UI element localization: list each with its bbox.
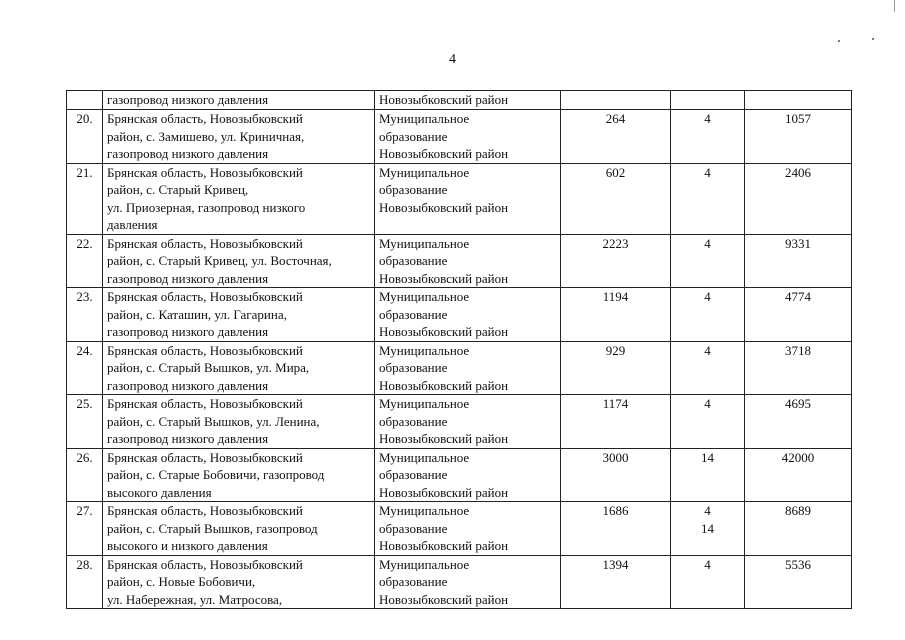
table-row <box>67 555 852 609</box>
address-cell <box>103 234 375 288</box>
length-cell: 1686 <box>561 502 671 556</box>
length-cell: 2223 <box>561 234 671 288</box>
address-line: ул. Набережная, ул. Матросова, <box>107 591 283 607</box>
diameter-line: 4 <box>704 111 711 126</box>
diameter-line: 4 <box>704 289 711 304</box>
address-line: район, с. Старый Кривец, <box>107 182 249 197</box>
address-line: район, с. Старый Вышков, газопровод <box>107 520 318 536</box>
length-cell: 602 <box>561 163 671 234</box>
address-line: высокого давления <box>107 484 212 500</box>
table-row <box>67 341 852 395</box>
row-number-cell: 27. <box>67 502 103 556</box>
diameter-line: 4 <box>704 396 711 411</box>
value-cell: 9331 <box>745 234 852 288</box>
address-line: район, с. Старые Бобовичи, газопровод <box>107 467 325 482</box>
page-number: 4 <box>449 52 456 67</box>
owner-cell <box>375 502 561 556</box>
owner-line: Новозыбковский район <box>379 199 509 215</box>
owner-line: Муниципальное <box>379 164 470 180</box>
address-cell <box>103 288 375 342</box>
table-row <box>67 448 852 502</box>
length-cell: 1194 <box>561 288 671 342</box>
address-cell <box>103 395 375 449</box>
value-cell: 5536 <box>745 555 852 609</box>
diameter-cell <box>671 288 745 342</box>
address-cell <box>103 163 375 234</box>
owner-cell <box>375 448 561 502</box>
table-row <box>67 502 852 556</box>
address-line: газопровод низкого давления <box>107 431 269 446</box>
diameter-cell <box>671 341 745 395</box>
owner-line: образование <box>379 253 448 268</box>
address-line: Брянская область, Новозыбковский <box>107 396 303 411</box>
owner-line: Муниципальное <box>379 556 470 572</box>
address-line: Брянская область, Новозыбковский <box>107 111 303 126</box>
address-line: Брянская область, Новозыбковский <box>107 556 303 572</box>
address-cell <box>103 502 375 556</box>
diameter-line: 14 <box>701 449 714 465</box>
scan-speck <box>838 40 840 42</box>
row-number-cell: 21. <box>67 163 103 234</box>
owner-line: Новозыбковский район <box>379 92 509 107</box>
address-line: газопровод низкого давления <box>107 270 269 286</box>
address-line: Брянская область, Новозыбковский <box>107 449 303 465</box>
value-cell: 3718 <box>745 341 852 395</box>
address-line: Брянская область, Новозыбковский <box>107 342 303 358</box>
owner-line: образование <box>379 360 448 375</box>
owner-line: Новозыбковский район <box>379 324 509 339</box>
table-row <box>67 234 852 288</box>
diameter-line: 4 <box>704 235 711 251</box>
diameter-cell <box>671 448 745 502</box>
length-cell <box>561 91 671 110</box>
diameter-line: 4 <box>704 342 711 358</box>
diameter-line: 4 <box>704 164 711 180</box>
value-cell: 42000 <box>745 448 852 502</box>
row-number-cell: 25. <box>67 395 103 449</box>
length-cell: 929 <box>561 341 671 395</box>
owner-line: Новозыбковский район <box>379 591 509 607</box>
address-line: ул. Приозерная, газопровод низкого <box>107 199 306 215</box>
address-line: Брянская область, Новозыбковский <box>107 164 303 180</box>
address-line: Брянская область, Новозыбковский <box>107 289 303 304</box>
row-number-cell <box>67 91 103 110</box>
diameter-cell <box>671 234 745 288</box>
owner-line: образование <box>379 467 448 482</box>
owner-cell <box>375 163 561 234</box>
owner-line: Новозыбковский район <box>379 431 509 446</box>
owner-line: Муниципальное <box>379 235 470 251</box>
address-cell <box>103 110 375 164</box>
scan-speck <box>872 38 874 40</box>
row-number-cell: 24. <box>67 341 103 395</box>
owner-line: Новозыбковский район <box>379 377 509 393</box>
diameter-cell <box>671 163 745 234</box>
page-edge-mark <box>894 0 895 12</box>
owner-cell <box>375 288 561 342</box>
owner-line: образование <box>379 306 448 322</box>
owner-cell <box>375 555 561 609</box>
address-line: газопровод низкого давления <box>107 92 269 107</box>
owner-line: образование <box>379 128 448 144</box>
diameter-cell <box>671 91 745 110</box>
address-line: район, с. Каташин, ул. Гагарина, <box>107 306 287 322</box>
length-cell: 264 <box>561 110 671 164</box>
diameter-cell <box>671 110 745 164</box>
row-number-cell: 22. <box>67 234 103 288</box>
row-number-cell: 20. <box>67 110 103 164</box>
owner-cell <box>375 91 561 110</box>
owner-line: образование <box>379 520 448 536</box>
address-line: район, с. Новые Бобовичи, <box>107 574 256 589</box>
owner-line: Муниципальное <box>379 503 470 518</box>
diameter-line: 4 <box>704 556 711 572</box>
owner-cell <box>375 110 561 164</box>
address-line: район, с. Замишево, ул. Криничная, <box>107 128 305 144</box>
table-row <box>67 288 852 342</box>
row-number-cell: 28. <box>67 555 103 609</box>
owner-cell <box>375 341 561 395</box>
address-line: Брянская область, Новозыбковский <box>107 235 303 251</box>
address-line: район, с. Старый Вышков, ул. Ленина, <box>107 413 320 429</box>
value-cell: 1057 <box>745 110 852 164</box>
address-line: район, с. Старый Кривец, ул. Восточная, <box>107 253 332 268</box>
table-row <box>67 110 852 164</box>
address-cell <box>103 448 375 502</box>
length-cell: 3000 <box>561 448 671 502</box>
owner-cell <box>375 234 561 288</box>
owner-line: Новозыбковский район <box>379 146 509 161</box>
table-row <box>67 163 852 234</box>
diameter-cell <box>671 502 745 556</box>
length-cell: 1174 <box>561 395 671 449</box>
value-cell: 8689 <box>745 502 852 556</box>
address-line: газопровод низкого давления <box>107 324 269 339</box>
address-line: давления <box>107 217 158 232</box>
diameter-cell <box>671 555 745 609</box>
row-number-cell: 26. <box>67 448 103 502</box>
owner-line: Новозыбковский район <box>379 484 509 500</box>
owner-line: Муниципальное <box>379 449 470 465</box>
address-cell <box>103 341 375 395</box>
owner-cell <box>375 395 561 449</box>
address-cell <box>103 91 375 110</box>
diameter-cell <box>671 395 745 449</box>
value-cell: 4774 <box>745 288 852 342</box>
table-row <box>67 395 852 449</box>
owner-line: Муниципальное <box>379 342 470 358</box>
table-row <box>67 91 852 110</box>
gas-pipeline-table <box>66 90 852 609</box>
address-line: газопровод низкого давления <box>107 377 269 393</box>
owner-line: Новозыбковский район <box>379 270 509 286</box>
owner-line: образование <box>379 574 448 589</box>
row-number-cell: 23. <box>67 288 103 342</box>
owner-line: Муниципальное <box>379 396 470 411</box>
address-cell <box>103 555 375 609</box>
table-body <box>67 91 852 609</box>
owner-line: Муниципальное <box>379 111 470 126</box>
value-cell <box>745 91 852 110</box>
value-cell: 4695 <box>745 395 852 449</box>
diameter-line: 4 <box>704 503 711 518</box>
owner-line: Новозыбковский район <box>379 538 509 553</box>
owner-line: образование <box>379 182 448 197</box>
length-cell: 1394 <box>561 555 671 609</box>
address-line: Брянская область, Новозыбковский <box>107 503 303 518</box>
value-cell: 2406 <box>745 163 852 234</box>
address-line: газопровод низкого давления <box>107 146 269 161</box>
address-line: район, с. Старый Вышков, ул. Мира, <box>107 360 310 375</box>
owner-line: образование <box>379 413 448 429</box>
diameter-line: 14 <box>701 520 714 536</box>
address-line: высокого и низкого давления <box>107 538 268 553</box>
owner-line: Муниципальное <box>379 289 470 304</box>
